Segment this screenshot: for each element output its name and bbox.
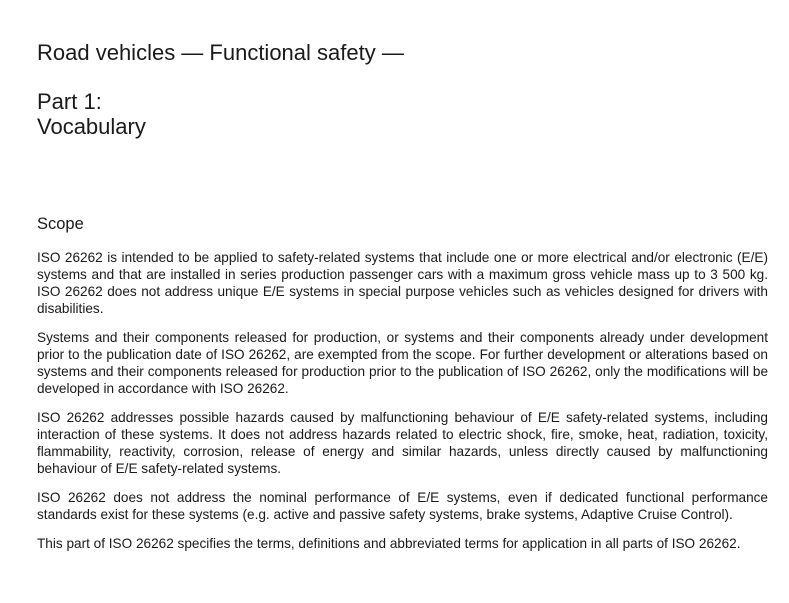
scope-body xyxy=(37,249,768,564)
part-subtitle: Vocabulary xyxy=(37,114,146,139)
scope-paragraph-1: ISO 26262 is intended to be applied to safety-related systems that include one or more electrical and/or electronic (E/E) systems and that are installed in series production passenger cars with a maximum gross vehicle mass up to 3 500 kg. ISO 26262 does not address unique E/E systems in special purpose vehicles such as vehicles designed for drivers with disabilities. xyxy=(37,250,768,316)
scope-paragraph-2: Systems and their components released for production, or systems and their components already under development prior to the publication date of ISO 26262, are exempted from the scope. For further development or alterations based on systems and their components released for production prior to the publication of ISO 26262, only the modifications will be developed in accordance with ISO 26262. xyxy=(37,330,768,396)
document-title: Road vehicles — Functional safety — xyxy=(37,40,404,65)
scope-paragraph-4: ISO 26262 does not address the nominal performance of E/E systems, even if dedicated functional performance standards exist for these systems (e.g. active and passive safety systems, brake systems, Adaptive Cruise Control). xyxy=(37,490,768,522)
part-number: Part 1: xyxy=(37,89,102,114)
scope-paragraph-5: This part of ISO 26262 specifies the terms, definitions and abbreviated terms for application in all parts of ISO 26262. xyxy=(37,536,741,551)
scope-heading: Scope xyxy=(37,215,84,233)
scope-paragraph-3: ISO 26262 addresses possible hazards caused by malfunctioning behaviour of E/E safety-related systems, including interaction of these systems. It does not address hazards related to electric shock, fire, smoke, heat, radiation, toxicity, flammability, reactivity, corrosion, release of energy and similar hazards, unless directly caused by malfunctioning behaviour of E/E safety-related systems. xyxy=(37,410,768,476)
part-title-block xyxy=(37,89,146,139)
